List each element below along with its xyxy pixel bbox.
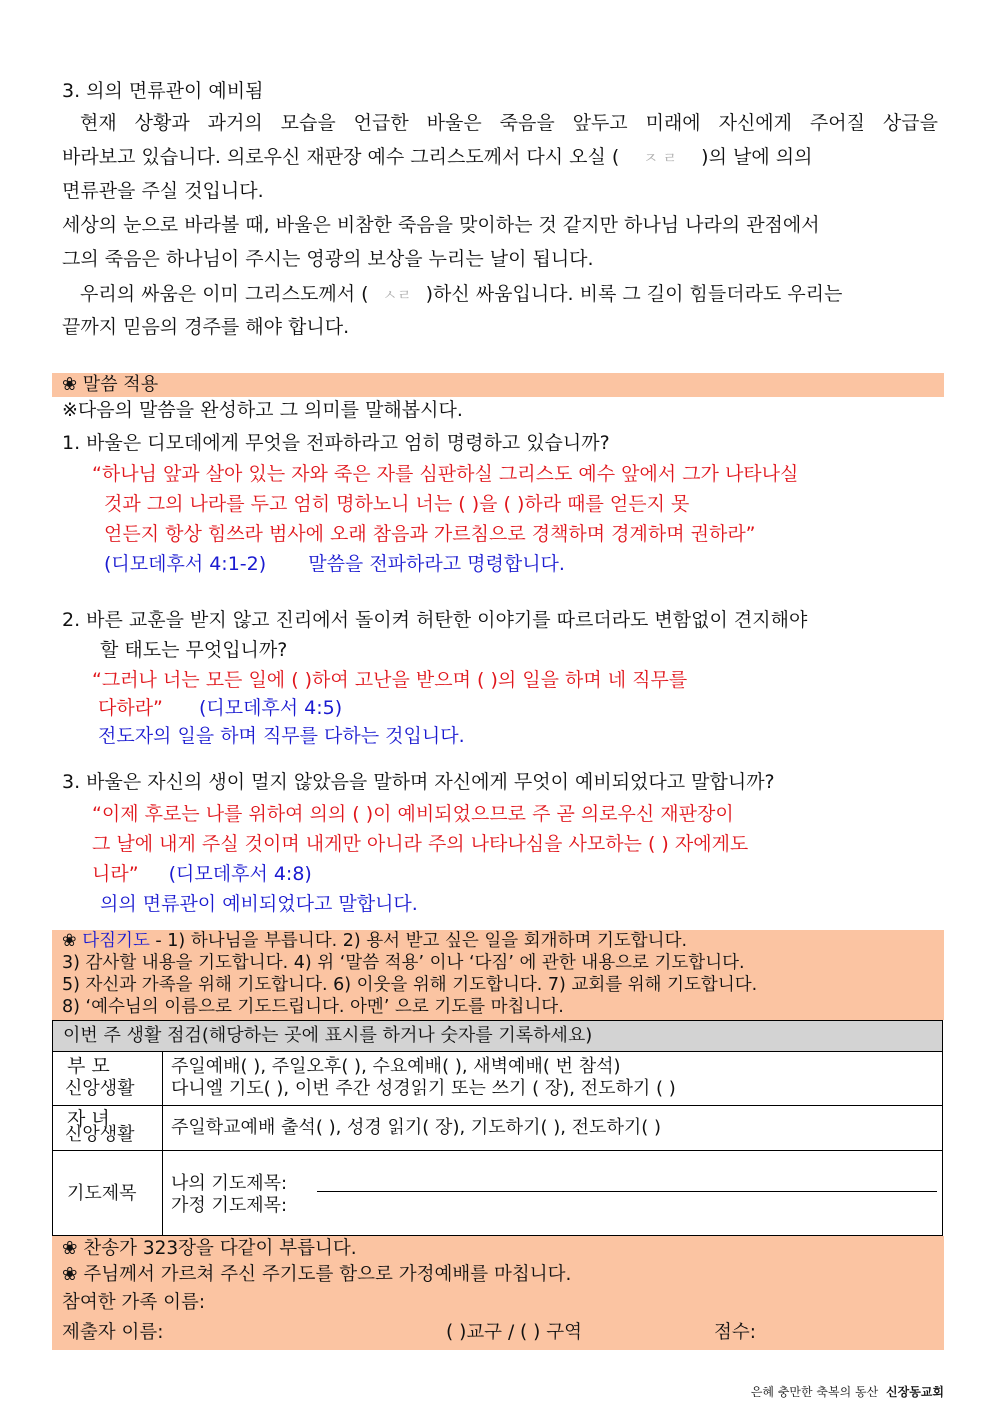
paragraph-line: 현재 상황과 과거의 모습을 언급한 바울은 죽음을 앞두고 미래에 자신에게 주어질 상급을 xyxy=(80,112,938,134)
parents-label: 신앙생활 xyxy=(65,1078,135,1099)
paragraph-line xyxy=(62,282,956,307)
verse-reference: (디모데후서 4:1-2) xyxy=(104,553,267,575)
verse-text: 다하라” xyxy=(98,697,163,719)
child-row[interactable]: 주일학교예배 출석( ), 성경 읽기( 장), 기도하기( ), 전도하기( ) xyxy=(171,1117,661,1138)
verse-line: “이제 후로는 나를 위하여 의의 ( )이 예비되었으므로 주 곧 의로우신 재판장이 xyxy=(92,803,734,825)
question-2: 2. 바른 교훈을 받지 않고 진리에서 돌이켜 허탄한 이야기를 따르더라도 변함없이 견지해야 xyxy=(62,609,808,631)
answer-line xyxy=(104,552,938,576)
lords-prayer-line: ❀ 주님께서 가르쳐 주신 주기도를 함으로 가정예배를 마칩니다. xyxy=(62,1264,572,1285)
checklist-table xyxy=(52,1020,943,1236)
family-names-field[interactable]: 참여한 가족 이름: xyxy=(62,1292,206,1313)
apply-instruction: ※다음의 말씀을 완성하고 그 의미를 말해봅시다. xyxy=(62,399,463,421)
prayer-line: 8) ‘예수님의 이름으로 기도드립니다. 아멘’ 으로 기도를 마칩니다. xyxy=(62,997,564,1017)
prayer-text: - 1) 하나님을 부릅니다. 2) 용서 받고 싶은 일을 회개하며 기도합니다. xyxy=(149,931,688,951)
verse-line xyxy=(92,862,938,886)
verse-line: 것과 그의 나라를 두고 엄히 명하노니 너는 ( )을 ( )하라 때를 얻든지 못 xyxy=(104,493,690,515)
blank-hint: ㅅㄹ xyxy=(382,286,412,304)
church-name: 신장동교회 xyxy=(886,1385,944,1399)
question-3: 3. 바울은 자신의 생이 멀지 않았음을 말하며 자신에게 무엇이 예비되었다고 말합니까? xyxy=(62,771,775,793)
paragraph-text: 바라보고 있습니다. 의로우신 재판장 예수 그리스도께서 다시 오실 ( xyxy=(62,146,620,168)
checklist-header: 이번 주 생활 점검(해당하는 곳에 표시를 하거나 숫자를 기록하세요) xyxy=(63,1025,593,1046)
parents-row-1[interactable]: 주일예배( ), 주일오후( ), 수요예배( ), 새벽예배( 번 참석) xyxy=(171,1056,621,1077)
verse-text: 니라” xyxy=(92,863,139,885)
score-field[interactable]: 점수: xyxy=(714,1322,756,1343)
verse-reference: (디모데후서 4:8) xyxy=(168,863,312,885)
verse-line: 그 날에 내게 주실 것이며 내게만 아니라 주의 나타나심을 사모하는 ( ) 자에게도 xyxy=(92,833,749,855)
row-divider xyxy=(53,1150,942,1151)
my-prayer-label: 나의 기도제목: xyxy=(171,1173,288,1194)
paragraph-line: 세상의 눈으로 바라볼 때, 바울은 비참한 죽음을 맞이하는 것 같지만 하나님 나라의 관점에서 xyxy=(62,214,820,236)
verse-reference: (디모데후서 4:5) xyxy=(198,697,343,719)
answer-text: 말씀을 전파하라고 명령합니다. xyxy=(308,553,565,575)
child-label: 자 녀 xyxy=(67,1108,110,1130)
verse-line: “하나님 앞과 살아 있는 자와 죽은 자를 심판하실 그리스도 예수 앞에서 그가 나타나실 xyxy=(92,463,799,485)
blank-hint: ㅈ ㄹ xyxy=(643,149,678,167)
section-title: 3. 의의 면류관이 예비됨 xyxy=(62,80,264,102)
paragraph-text: )하신 싸움입니다. 비록 그 길이 힘들더라도 우리는 xyxy=(425,283,843,305)
family-prayer-label: 가정 기도제목: xyxy=(171,1195,288,1216)
checklist-header-bg xyxy=(53,1021,942,1051)
my-prayer-input[interactable] xyxy=(317,1191,937,1192)
prayer-band xyxy=(52,930,944,1020)
footer-slogan: 은혜 충만한 축복의 동산 xyxy=(750,1385,879,1399)
prayer-line: 5) 자신과 가족을 위해 기도합니다. 6) 이웃을 위해 기도합니다. 7) 교회를 위해 기도합니다. xyxy=(62,975,758,995)
verse-line: “그러나 너는 모든 일에 ( )하여 고난을 받으며 ( )의 일을 하며 네 직무를 xyxy=(92,669,688,691)
prayer-line: 3) 감사할 내용을 기도합니다. 4) 위 ‘말씀 적용’ 이나 ‘다짐’ 에 관한 내용으로 기도합니다. xyxy=(62,953,745,973)
prayer-line xyxy=(62,930,687,952)
paragraph-line xyxy=(62,145,938,170)
question-1: 1. 바울은 디모데에게 무엇을 전파하라고 엄히 명령하고 있습니까? xyxy=(62,432,610,454)
flower-icon: ❀ xyxy=(62,931,83,951)
question-2-cont: 할 태도는 무엇입니까? xyxy=(100,639,288,661)
verse-line: 얻든지 항상 힘쓰라 범사에 오래 참음과 가르침으로 경책하며 경계하며 권하라” xyxy=(104,523,756,545)
row-divider xyxy=(53,1105,942,1106)
submitter-field[interactable]: 제출자 이름: xyxy=(62,1322,164,1343)
district-field[interactable]: ( )교구 / ( ) 구역 xyxy=(446,1322,582,1343)
column-divider xyxy=(162,1051,163,1235)
prayer-topics-label: 기도제목 xyxy=(67,1183,137,1204)
paragraph-text: )의 날에 의의 xyxy=(701,146,813,168)
hymn-line: ❀ 찬송가 323장을 다같이 부릅니다. xyxy=(62,1238,357,1259)
paragraph-text: 우리의 싸움은 이미 그리스도께서 ( xyxy=(80,283,369,305)
paragraph-line: 그의 죽음은 하나님이 주시는 영광의 보상을 누리는 날이 됩니다. xyxy=(62,248,594,270)
parents-label: 부 모 xyxy=(67,1055,110,1077)
apply-header-band xyxy=(52,373,944,397)
parents-row-2[interactable]: 다니엘 기도( ), 이번 주간 성경읽기 또는 쓰기 ( 장), 전도하기 ( ) xyxy=(171,1078,676,1099)
prayer-title: 다짐기도 xyxy=(82,931,150,951)
footer xyxy=(751,1384,944,1400)
paragraph-line: 면류관을 주실 것입니다. xyxy=(62,180,264,202)
apply-header: ❀ 말씀 적용 xyxy=(62,374,159,395)
verse-line xyxy=(98,696,938,720)
row-divider xyxy=(53,1051,942,1052)
paragraph-line: 끝까지 믿음의 경주를 해야 합니다. xyxy=(62,316,350,338)
answer-text: 의의 면류관이 예비되었다고 말합니다. xyxy=(100,893,418,915)
child-label: 신앙생활 xyxy=(65,1124,135,1145)
answer-text: 전도자의 일을 하며 직무를 다하는 것입니다. xyxy=(98,725,465,747)
closing-band xyxy=(52,1236,944,1350)
